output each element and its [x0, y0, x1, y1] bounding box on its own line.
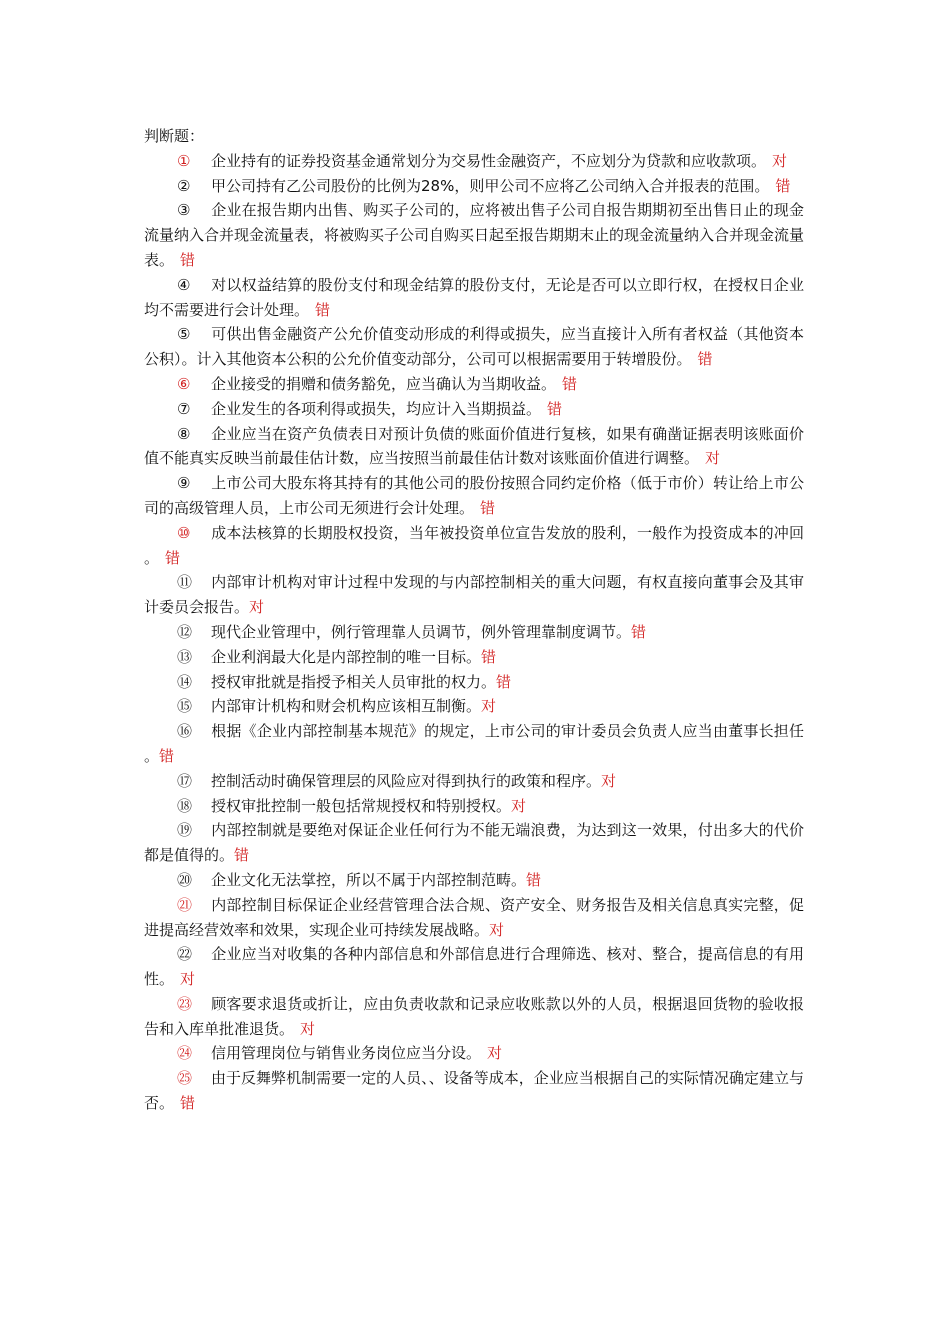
question-item [144, 322, 804, 372]
question-number: ⑬ [177, 647, 193, 666]
answer-mark: 错 [547, 399, 563, 418]
question-number: ⑮ [177, 697, 193, 716]
question-number: ⑫ [177, 622, 193, 641]
question-text: 甲公司持有乙公司股份的比例为28%，则甲公司不应将乙公司纳入合并报表的范围。 [211, 176, 770, 195]
answer-mark: 对 [249, 598, 265, 617]
question-text: 现代企业管理中，例行管理靠人员调节，例外管理靠制度调节。 [211, 622, 632, 641]
question-text: 授权审批就是指授予相关人员审批的权力。 [211, 672, 497, 691]
question-item [144, 471, 804, 521]
answer-mark: 错 [631, 622, 647, 641]
question-item [144, 521, 804, 571]
question-item [144, 893, 804, 943]
question-number: ⑪ [177, 573, 193, 592]
answer-mark: 对 [300, 1019, 316, 1038]
question-item [144, 397, 804, 422]
question-text: 成本法核算的长期股权投资，当年被投资单位宣告发放的股利，一般作为投资成本的冲回。 [144, 523, 804, 567]
question-text: 根据《企业内部控制基本规范》的规定，上市公司的审计委员会负责人应当由董事长担任。 [144, 722, 804, 765]
question-item [144, 794, 804, 819]
answer-mark: 错 [496, 672, 512, 691]
answer-mark: 错 [562, 374, 578, 393]
question-text: 上市公司大股东将其持有的其他公司的股份按照合同约定价格（低于市价）转让给上市公司的高级管理人员，上市公司无须进行会计处理。 [144, 474, 804, 517]
question-item [144, 198, 804, 272]
question-item [144, 422, 804, 472]
question-item [144, 719, 804, 769]
question-item [144, 942, 804, 992]
answer-mark: 对 [487, 1044, 503, 1063]
question-number: ㉑ [177, 895, 193, 914]
question-item [144, 992, 804, 1042]
question-text: 对以权益结算的股份支付和现金结算的股份支付，无论是否可以立即行权，在授权日企业均不需要进行会计处理。 [144, 275, 804, 319]
answer-mark: 错 [165, 548, 181, 567]
question-text: 企业文化无法掌控，所以不属于内部控制范畴。 [211, 870, 527, 889]
question-item [144, 570, 804, 620]
question-number: ① [177, 151, 191, 170]
question-number: ⑰ [177, 771, 193, 790]
question-number: ⑳ [177, 870, 193, 889]
question-text: 企业在报告期内出售、购买子公司的，应将被出售子公司自报告期期初至出售日止的现金流量纳入合并现金流量表，将被购买子公司自购买日起至报告期期末止的现金流量纳入合并现金流量表。 [144, 201, 805, 269]
question-item [144, 620, 804, 645]
question-number: ② [177, 176, 191, 195]
section-heading: 判断题： [144, 127, 205, 145]
question-text: 内部审计机构对审计过程中发现的与内部控制相关的重大问题，有权直接向董事会及其审计委员会报告。 [144, 573, 804, 617]
question-number: ⑲ [177, 821, 193, 840]
answer-mark: 错 [775, 176, 791, 195]
answer-mark: 对 [180, 970, 196, 989]
answer-mark: 错 [697, 350, 713, 369]
question-list [144, 149, 804, 1116]
answer-mark: 错 [526, 870, 542, 889]
question-item [144, 694, 804, 719]
question-number: ⑱ [177, 796, 193, 815]
answer-mark: 对 [489, 920, 505, 939]
question-number: ⑧ [177, 424, 191, 443]
document-page [144, 124, 804, 1116]
question-item [144, 273, 804, 323]
question-text: 信用管理岗位与销售业务岗位应当分设。 [211, 1044, 482, 1063]
question-item [144, 149, 804, 174]
question-item [144, 1041, 804, 1066]
question-number: ⑩ [177, 523, 191, 542]
question-text: 企业发生的各项利得或损失，均应计入当期损益。 [211, 399, 542, 418]
question-text: 由于反舞弊机制需要一定的人员、、设备等成本，企业应当根据自己的实际情况确定建立与否。 [144, 1069, 804, 1113]
answer-mark: 对 [772, 151, 788, 170]
question-text: 企业利润最大化是内部控制的唯一目标。 [211, 647, 482, 666]
question-text: 企业持有的证券投资基金通常划分为交易性金融资产，不应划分为贷款和应收款项。 [211, 151, 767, 170]
question-text: 授权审批控制一般包括常规授权和特别授权。 [211, 796, 512, 815]
question-number: ⑥ [177, 374, 191, 393]
answer-mark: 错 [480, 498, 496, 517]
question-text: 企业接受的捐赠和债务豁免，应当确认为当期收益。 [211, 374, 557, 393]
answer-mark: 对 [481, 697, 497, 716]
answer-mark: 错 [234, 846, 250, 865]
question-item [144, 769, 804, 794]
question-item [144, 818, 804, 868]
answer-mark: 错 [315, 300, 331, 319]
answer-mark: 错 [159, 746, 175, 765]
question-item [144, 868, 804, 893]
question-item [144, 670, 804, 695]
answer-mark: 错 [180, 250, 196, 269]
question-number: ㉒ [177, 945, 193, 964]
question-text: 内部审计机构和财会机构应该相互制衡。 [211, 697, 482, 716]
answer-mark: 错 [481, 647, 497, 666]
question-text: 顾客要求退货或折让，应由负责收款和记录应收账款以外的人员，根据退回货物的验收报告和入库单批准退货。 [144, 994, 804, 1038]
question-text: 控制活动时确保管理层的风险应对得到执行的政策和程序。 [211, 771, 602, 790]
question-item [144, 645, 804, 670]
question-number: ⑤ [177, 325, 191, 344]
question-number: ③ [177, 201, 191, 220]
question-number: ④ [177, 275, 191, 294]
answer-mark: 错 [180, 1094, 196, 1113]
question-number: ⑭ [177, 672, 193, 691]
question-number: ㉕ [177, 1069, 193, 1088]
question-number: ⑨ [177, 474, 191, 493]
question-text: 内部控制就是要绝对保证企业任何行为不能无端浪费，为达到这一效果，付出多大的代价都是值得的。 [144, 821, 804, 865]
question-number: ㉓ [177, 994, 193, 1013]
question-text: 内部控制目标保证企业经营管理合法合规、资产安全、财务报告及相关信息真实完整，促进提高经营效率和效果，实现企业可持续发展战略。 [144, 895, 804, 939]
answer-mark: 对 [511, 796, 527, 815]
question-text: 企业应当在资产负债表日对预计负债的账面价值进行复核，如果有确凿证据表明该账面价值不能真实反映当前最佳估计数，应当按照当前最佳估计数对该账面价值进行调整。 [144, 424, 804, 468]
question-text: 企业应当对收集的各种内部信息和外部信息进行合理筛选、核对、整合，提高信息的有用性。 [144, 945, 804, 989]
question-number: ⑦ [177, 399, 191, 418]
answer-mark: 对 [705, 449, 721, 468]
question-item [144, 372, 804, 397]
question-item [144, 1066, 804, 1116]
question-number: ⑯ [177, 722, 193, 741]
question-text: 可供出售金融资产公允价值变动形成的利得或损失，应当直接计入所有者权益（其他资本公积）。计入其他资本公积的公允价值变动部分，公司可以根据需要用于转增股份。 [144, 325, 804, 369]
question-number: ㉔ [177, 1044, 193, 1063]
answer-mark: 对 [601, 771, 617, 790]
question-item [144, 174, 804, 199]
